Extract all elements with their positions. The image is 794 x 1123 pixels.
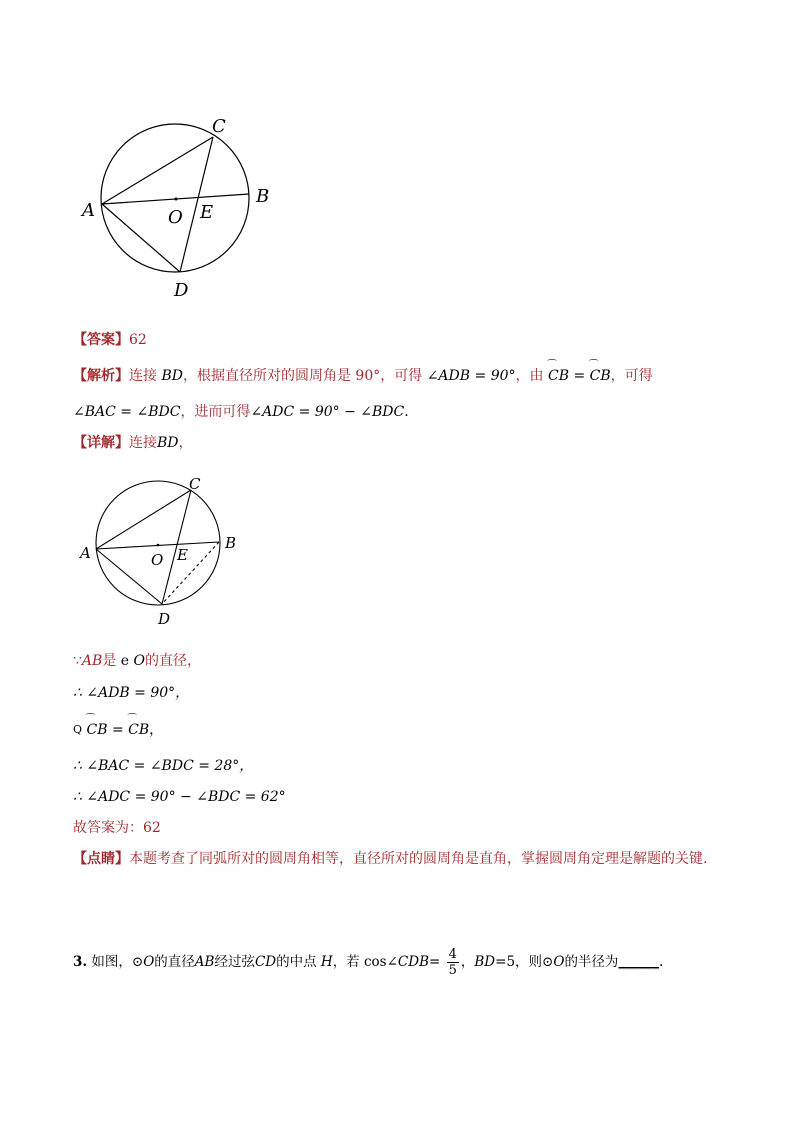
detail-tag: 【详解】 xyxy=(73,435,129,451)
analysis-text: ，由 xyxy=(515,368,544,384)
equals-sign: = xyxy=(111,722,124,738)
angle-value: 90° xyxy=(355,368,381,384)
period: . xyxy=(658,954,664,970)
comma: ， xyxy=(149,722,164,738)
label-a: A xyxy=(82,200,95,221)
label-c: C xyxy=(189,475,201,493)
label-d: D xyxy=(174,280,189,301)
step-5: ∴ ∠ADC = 90° − ∠BDC = 62° xyxy=(73,789,286,805)
label-e: E xyxy=(177,546,188,564)
answer-blank[interactable]: ______ xyxy=(618,954,659,970)
center-point xyxy=(157,544,160,547)
since-symbol: Q xyxy=(73,723,83,736)
equals-sign: = xyxy=(429,954,441,970)
analysis-text: ，进而可得 xyxy=(180,404,251,420)
label-b: B xyxy=(256,186,270,207)
math-bd: BD xyxy=(474,954,496,970)
analysis-tag: 【解析】 xyxy=(73,368,129,384)
detail-line xyxy=(73,433,193,453)
period: . xyxy=(404,404,409,420)
math-ab: AB xyxy=(81,653,103,669)
comment-line xyxy=(73,849,707,869)
step-1 xyxy=(73,651,201,671)
analysis-text: ，可得 xyxy=(380,368,423,384)
question-text: 的中点 xyxy=(276,954,317,970)
math-cdb: CDB xyxy=(397,954,429,970)
fraction-4-5: $\frac{4}{5}$ xyxy=(448,947,457,978)
question-text: ， xyxy=(460,954,475,970)
comment-text: 本题考查了同弧所对的圆周角相等，直径所对的圆周角是直角，掌握圆周角定理是解题的关键. xyxy=(129,851,708,867)
step-2: ∴ ∠ADB = 90°， xyxy=(73,685,190,701)
arc-cb-1: ⌒ CB xyxy=(548,366,569,386)
comment-tag: 【点睛】 xyxy=(73,851,129,867)
label-d: D xyxy=(158,610,171,628)
label-a: A xyxy=(80,544,91,562)
math-ab: AB xyxy=(194,954,215,970)
math-bd: BD xyxy=(161,368,183,384)
chord-bd-dashed xyxy=(162,542,219,604)
math-cd: CD xyxy=(254,954,277,970)
math-bd: BD xyxy=(157,435,179,451)
step-3 xyxy=(73,720,163,740)
math-o: O xyxy=(143,954,155,970)
analysis-line-2 xyxy=(73,402,409,422)
math-eq: ∠ADB = 90° xyxy=(426,368,516,384)
label-e: E xyxy=(200,202,214,223)
question-text: =5，则⊙ xyxy=(495,954,554,970)
question-number: 3. xyxy=(73,954,88,970)
circle-diagram-1 xyxy=(75,110,295,310)
question-3 xyxy=(73,945,663,979)
question-text: ，若 cos∠ xyxy=(332,954,398,970)
step-4: ∴ ∠BAC = ∠BDC = 28°， xyxy=(73,758,254,774)
equals-sign: = xyxy=(573,368,586,384)
analysis-line-1 xyxy=(73,366,653,386)
comma: ， xyxy=(178,435,193,451)
math-eq: ∠ADC = 90° − ∠BDC xyxy=(250,404,405,420)
step-text: 的直径， xyxy=(145,653,202,669)
question-text: 的直径 xyxy=(154,954,195,970)
step-6: 故答案为：62 xyxy=(73,820,161,836)
circle-diagram-2 xyxy=(75,472,250,632)
answer-tag: 【答案】 xyxy=(73,332,129,348)
step-text: 是 xyxy=(102,653,117,669)
answer-line xyxy=(73,330,147,350)
analysis-text: ，根据直径所对的圆周角是 xyxy=(182,368,351,384)
arc-cb-2: ⌒ CB xyxy=(590,366,611,386)
arc-cb-1: ⌒ CB xyxy=(86,720,107,740)
center-point xyxy=(175,198,178,201)
detail-text: 连接 xyxy=(129,435,157,451)
answer-value: 62 xyxy=(129,332,147,348)
label-b: B xyxy=(225,534,237,552)
label-c: C xyxy=(212,116,226,137)
because-symbol: ∵ xyxy=(73,653,82,669)
question-text: 的半径为 xyxy=(564,954,619,970)
arc-cb-2: ⌒ CB xyxy=(128,720,149,740)
circle-symbol: e xyxy=(120,653,130,669)
question-text: 如图，⊙ xyxy=(91,954,144,970)
label-o: O xyxy=(168,207,183,228)
math-o: O xyxy=(553,954,565,970)
math-o: O xyxy=(133,653,146,669)
chord-ac xyxy=(96,490,191,549)
label-o: O xyxy=(151,551,164,569)
analysis-text: ，可得 xyxy=(610,368,653,384)
chord-ac xyxy=(102,137,213,204)
analysis-text: 连接 xyxy=(129,368,157,384)
math-eq: ∠BAC = ∠BDC xyxy=(73,404,181,420)
question-text: 经过弦 xyxy=(214,954,255,970)
math-h: H xyxy=(320,954,333,970)
